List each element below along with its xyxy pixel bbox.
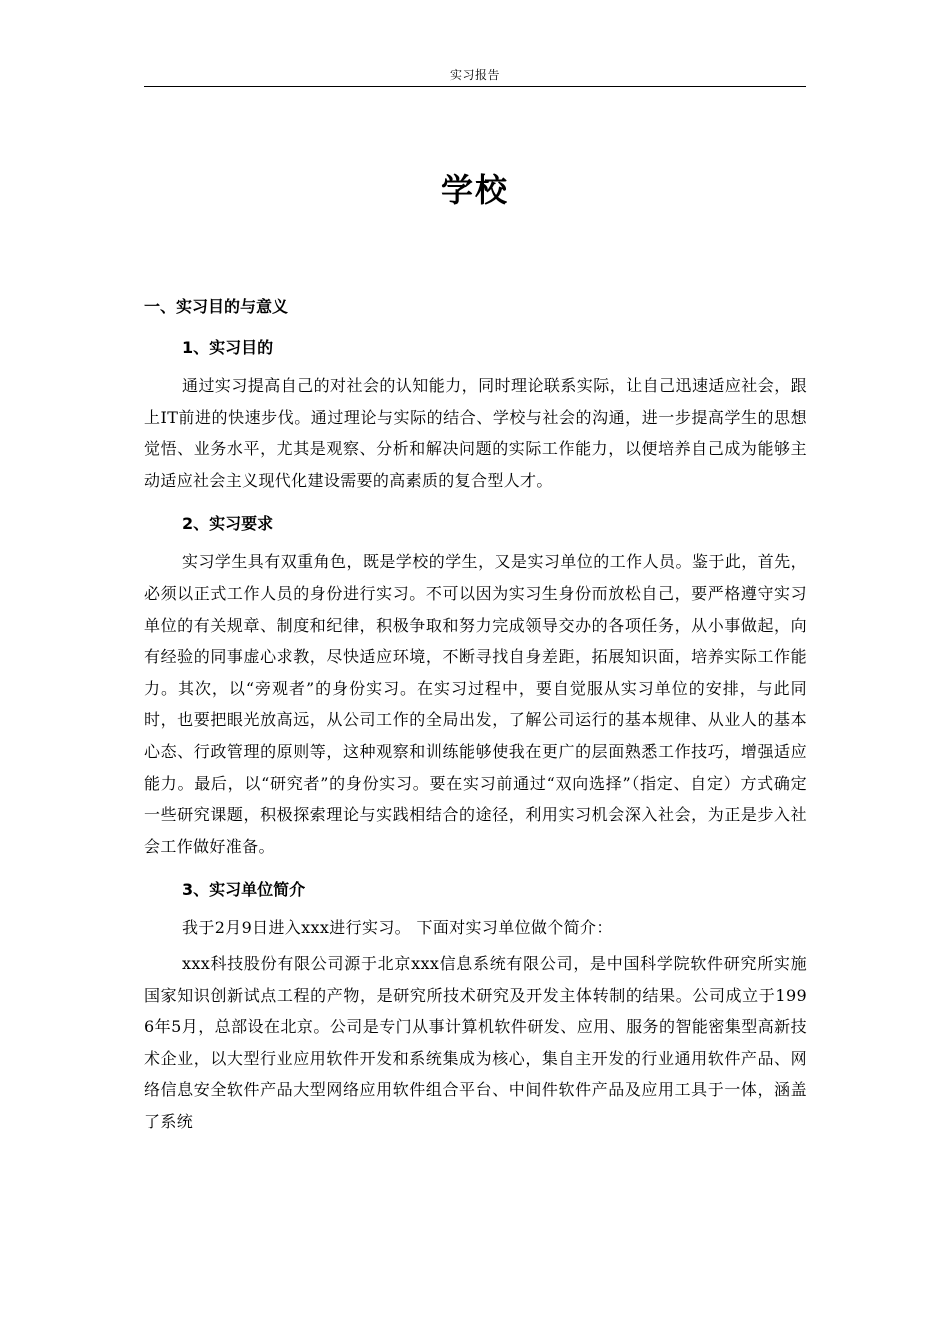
- document-title: 学校: [440, 171, 509, 209]
- paragraph-requirements: 实习学生具有双重角色，既是学校的学生，又是实习单位的工作人员。鉴于此，首先，必须以正式工作人员的身份进行实习。不可以因为实习生身份而放松自己，要严格遵守实习单位的有关规章、制度和纪律，积极争取和努力完成领导交办的各项任务，从小事做起，向有经验的同事虚心求教，尽快适应环境，不断寻找自身差距，拓展知识面，培养实际工作能力。其次，以“旁观者”的身份实习。在实习过程中，要自觉服从实习单位的安排，与此同时，也要把眼光放高远，从公司工作的全局出发，了解公司运行的基本规律、从业人的基本心态、行政管理的原则等，这种观察和训练能够使我在更广的层面熟悉工作技巧，增强适应能力。最后，以“研究者”的身份实习。要在实习前通过“双向选择”（指定、自定）方式确定一些研究课题，积极探索理论与实践相结合的途径，利用实习机会深入社会，为正是步入社会工作做好准备。: [144, 552, 807, 856]
- paragraph-company-intro-body: xxx科技股份有限公司源于北京xxx信息系统有限公司，是中国科学院软件研究所实施国家知识创新试点工程的产物，是研究所技术研究及开发主体转制的结果。公司成立于1996年5月，总部设在北京。公司是专门从事计算机软件研发、应用、服务的智能密集型高新技术企业，以大型行业应用软件开发和系统集成为核心，集自主开发的行业通用软件产品、网络信息安全软件产品大型网络应用软件组合平台、中间件软件产品及应用工具于一体，涵盖了系统: [144, 953, 807, 1131]
- subsection-heading-objective: 1、实习目的: [182, 338, 274, 357]
- running-header-title: 实习报告: [449, 68, 500, 82]
- paragraph-objective: 通过实习提高自己的对社会的认知能力，同时理论联系实际，让自己迅速适应社会，跟上IT前进的快速步伐。通过理论与实际的结合、学校与社会的沟通，进一步提高学生的思想觉悟、业务水平，尤其是观察、分析和解决问题的实际工作能力，以便培养自己成为能够主动适应社会主义现代化建设需要的高素质的复合型人才。: [144, 376, 807, 490]
- section-heading-purpose: 一、实习目的与意义: [144, 297, 289, 316]
- subsection-heading-requirements: 2、实习要求: [182, 514, 274, 534]
- subsection-heading-company-intro: 3、实习单位简介: [182, 880, 306, 900]
- paragraph-company-intro-lead: 我于2月9日进入xxx进行实习。 下面对实习单位做个简介：: [182, 918, 613, 938]
- document-body: [144, 288, 807, 1141]
- page-header: [144, 64, 806, 87]
